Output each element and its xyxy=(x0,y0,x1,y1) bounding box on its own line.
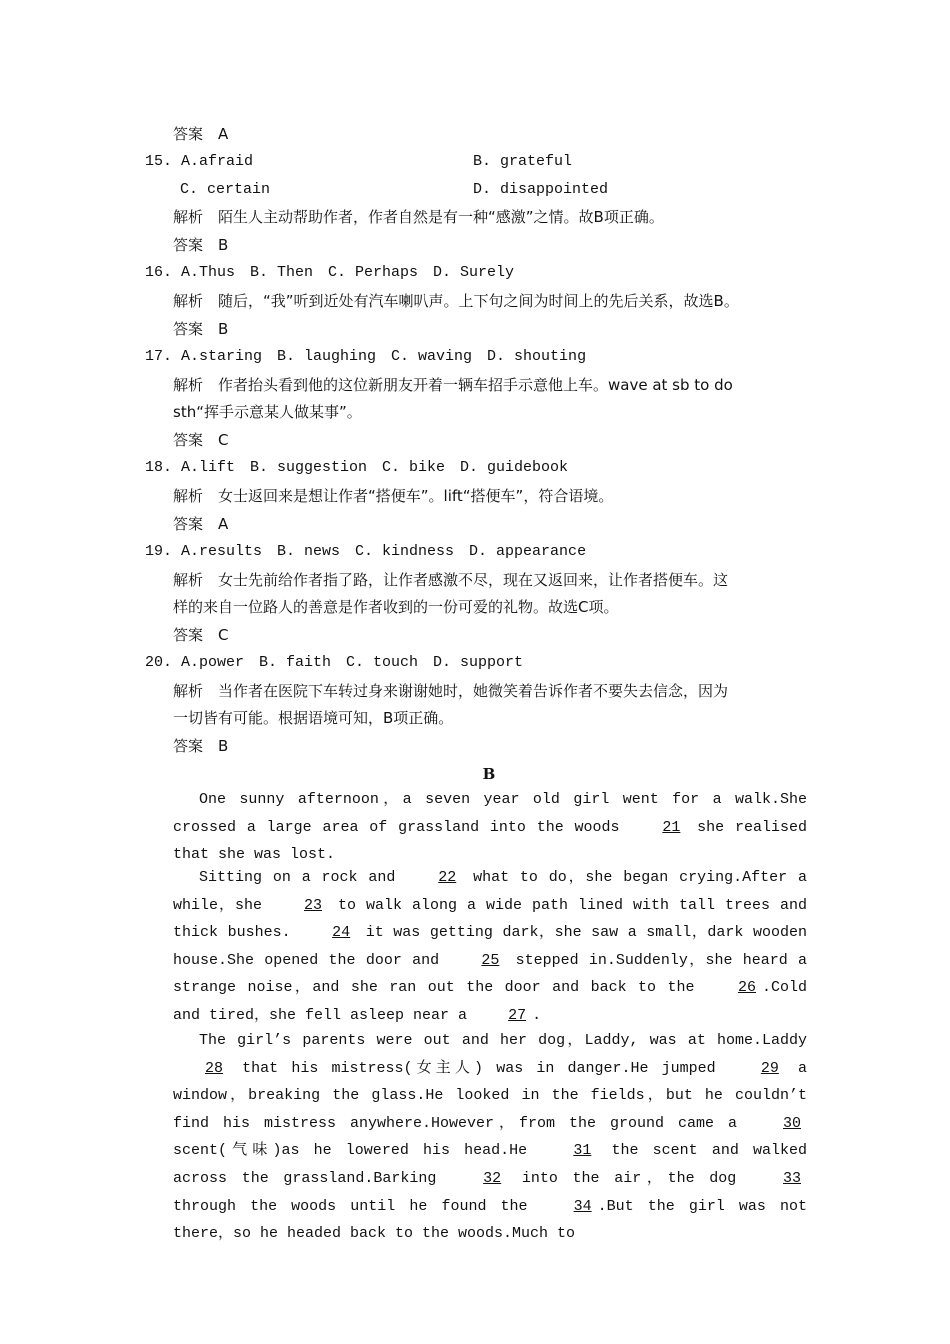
answer-18: 答案 A xyxy=(173,515,229,533)
answer-17: 答案 C xyxy=(173,431,229,449)
passage-text: . xyxy=(532,1006,542,1024)
q17-explanation-line2: sth“挥手示意某人做某事”。 xyxy=(173,403,362,421)
blank-23: 23 xyxy=(304,896,323,914)
blank-24: 24 xyxy=(332,924,351,942)
passage-text: what to do，she began crying.After a while，she xyxy=(173,869,807,914)
q19-explanation-line2: 样的来自一位路人的善意是作者收到的一份可爱的礼物。故选C项。 xyxy=(173,598,619,616)
q16-explanation: 解析 随后，“我”听到近处有汽车喇叭声。上下句之间为时间上的先后关系，故选B。 xyxy=(173,292,739,310)
passage-text: it was getting dark，she saw a small，dark wooden house.She opened the door and xyxy=(173,924,807,969)
passage-text: the scent and walked across the grassland.Barking xyxy=(173,1142,807,1187)
blank-27: 27 xyxy=(508,1006,527,1024)
q15-option-d: D. disappointed xyxy=(473,181,609,198)
q16-options: 16. A.Thus B. Then C. Perhaps D. Surely xyxy=(145,264,515,281)
q17-options: 17. A.staring B. laughing C. waving D. shouting xyxy=(145,348,587,365)
blank-22: 22 xyxy=(438,869,457,886)
q15-option-b: B. grateful xyxy=(473,153,573,170)
passage-text: .Cold and tired，she fell asleep near a xyxy=(173,979,807,1024)
q19-options: 19. A.results B. news C. kindness D. appearance xyxy=(145,543,587,560)
answer-16: 答案 B xyxy=(173,320,229,338)
blank-21: 21 xyxy=(662,818,681,836)
passage-paragraph-1 xyxy=(173,786,807,869)
blank-28: 28 xyxy=(205,1059,224,1077)
blank-34: 34 xyxy=(573,1197,592,1215)
passage-text: One sunny afternoon，a seven year old girl went for a walk.She crossed a large area of grassland into the woods xyxy=(173,791,807,836)
blank-26: 26 xyxy=(737,979,756,997)
passage-text: The girl’s parents were out and her dog，Laddy, was at home.Laddy xyxy=(199,1032,807,1049)
blank-31: 31 xyxy=(573,1142,592,1160)
q20-explanation-line1: 解析 当作者在医院下车转过身来谢谢她时，她微笑着告诉作者不要失去信念，因为 xyxy=(173,682,729,700)
blank-30: 30 xyxy=(782,1114,801,1132)
q20-options: 20. A.power B. faith C. touch D. support xyxy=(145,654,524,671)
q18-options: 18. A.lift B. suggestion C. bike D. guidebook xyxy=(145,459,569,476)
q15-option-a: 15. A.afraid xyxy=(145,153,254,170)
passage-text: she realised that she was lost. xyxy=(173,818,807,864)
passage-paragraph-3 xyxy=(173,1027,807,1248)
blank-29: 29 xyxy=(760,1059,779,1077)
answer-14: 答案 A xyxy=(173,125,229,143)
q19-explanation-line1: 解析 女士先前给作者指了路，让作者感激不尽，现在又返回来，让作者搭便车。这 xyxy=(173,571,729,589)
section-heading: B xyxy=(482,765,496,783)
answer-15: 答案 B xyxy=(173,236,229,254)
answer-20: 答案 B xyxy=(173,737,229,755)
passage-text: .But the girl was not there，so he headed back to the woods.Much to xyxy=(173,1197,807,1243)
passage-text: through the woods until he found the xyxy=(173,1197,542,1215)
passage-paragraph-2 xyxy=(173,864,807,1030)
passage-text: scent(气味)as he lowered his head.He xyxy=(173,1142,542,1160)
q15-explanation: 解析 陌生人主动帮助作者，作者自然是有一种“感激”之情。故B项正确。 xyxy=(173,208,664,226)
q17-explanation-line1: 解析 作者抬头看到他的这位新朋友开着一辆车招手示意他上车。wave at sb to do xyxy=(173,376,733,394)
passage-text: a window，breaking the glass.He looked in the fields，but he couldn’t find his mistress anywhere.However，from the ground came a xyxy=(173,1059,807,1132)
q15-option-c: C. certain xyxy=(180,181,271,198)
blank-25: 25 xyxy=(481,951,500,969)
q20-explanation-line2: 一切皆有可能。根据语境可知，B项正确。 xyxy=(173,709,454,727)
passage-text: Sitting on a rock and xyxy=(199,869,407,886)
passage-text: into the air，the dog xyxy=(507,1169,751,1187)
passage-text: to walk along a wide path lined with tall trees and thick bushes. xyxy=(173,896,808,942)
passage-text: that his mistress(女主人) was in danger.He jumped xyxy=(229,1059,729,1077)
blank-33: 33 xyxy=(783,1169,802,1187)
q18-explanation: 解析 女士返回来是想让作者“搭便车”。lift“搭便车”，符合语境。 xyxy=(173,487,614,505)
blank-32: 32 xyxy=(483,1169,502,1187)
passage-text: stepped in.Suddenly，she heard a strange noise，and she ran out the door and back to the xyxy=(173,951,807,997)
answer-19: 答案 C xyxy=(173,626,229,644)
